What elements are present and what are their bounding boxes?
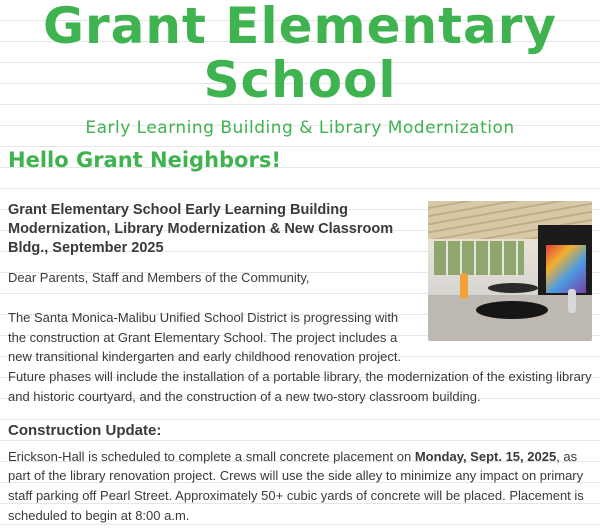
school-title: Grant Elementary [42, 0, 558, 55]
image-figure [460, 273, 468, 299]
update-text-pre: Erickson-Hall is scheduled to complete a small concrete placement on [8, 448, 415, 464]
project-subtitle: Early Learning Building & Library Modernization [85, 118, 515, 138]
update-text-post: , as part of the library renovation project. Crews will use the side alley to minimize any impact on primary staff parking off Pearl Street. Approximately 50+ cubic yards of concrete will be placed. Placement is scheduled to begin at 8:00 a.m. [8, 448, 584, 523]
image-windows [434, 241, 524, 275]
article-title: Grant Elementary School Early Learning Building Modernization, Library Modernization & New Classroom Bldg., September 2025 [8, 202, 394, 256]
image-figure [568, 289, 576, 313]
image-mural [546, 245, 586, 293]
image-table [488, 283, 538, 293]
library-interior-image [428, 201, 592, 341]
image-table [476, 301, 548, 319]
update-date: Monday, Sept. 15, 2025 [414, 448, 557, 464]
school-title-line2: School [203, 51, 397, 109]
update-paragraph [8, 447, 592, 526]
construction-update-heading: Construction Update: [8, 421, 162, 439]
greeting-heading: Hello Grant Neighbors! [8, 148, 281, 172]
salutation: Dear Parents, Staff and Members of the Community, [8, 270, 310, 285]
intro-paragraph: The Santa Monica-Malibu Unified School District is progressing with the construction at Grant Elementary School. The project includes a new transitional kindergarten and early childhood renovation project. Future phases will include the installation of a portable library, the modernization of the existing library and historic courtyard, and the construction of a new two-story classroom building. [8, 309, 592, 404]
article-body [8, 201, 592, 526]
